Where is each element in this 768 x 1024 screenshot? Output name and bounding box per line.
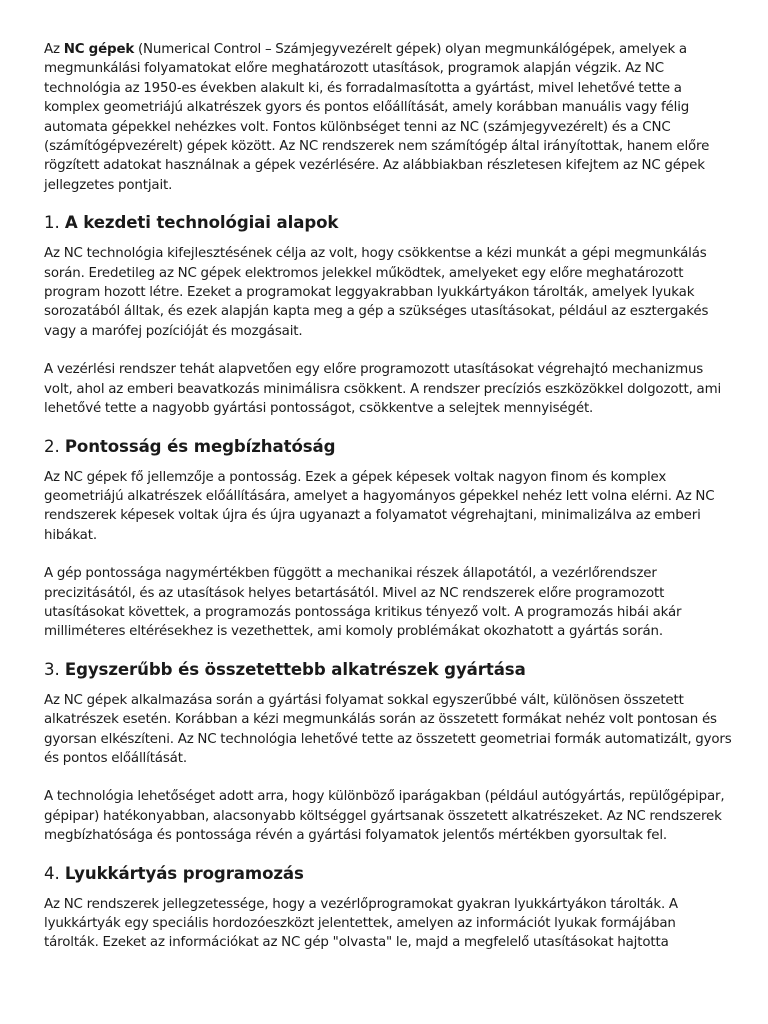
section-title: Lyukkártyás programozás <box>64 863 304 883</box>
section-3-paragraph-2: A technológia lehetőséget adott arra, hogy különböző iparágakban (például autógyártás, repülőgépipar, gépipar) hatékonyabban, alacsonyabb költséggel gyártsanak összetett alkatrészeket. Az NC rendszerek megbízhatósága és pontossága révén a gyártási folyamatok jelentős mértékben gyorsultak fel. <box>44 789 725 844</box>
intro-paragraph <box>44 40 734 195</box>
section-number: 1. <box>44 213 60 233</box>
section-number: 3. <box>44 659 60 679</box>
document-page <box>44 40 734 953</box>
section-2-paragraph-1: Az NC gépek fő jellemzője a pontosság. Ezek a gépek képesek voltak nagyon finom és komplex geometriájú alkatrészek előállítására, amelyet a hagyományos gépekkel nehéz lett volna elérni. Az NC rendszerek képesek voltak újra és újra ugyanazt a folyamatot végrehajtani, minimalizálva az emberi hibákat. <box>44 469 715 543</box>
intro-bold-term: NC gépek <box>63 42 135 57</box>
section-1-paragraph-1: Az NC technológia kifejlesztésének célja az volt, hogy csökkentse a kézi munkát a gépi megmunkálás során. Eredetileg az NC gépek elektromos jelekkel működtek, amelyeket egy előre meghatározott program hozott létre. Ezeket a programokat leggyakrabban lyukkártyákon tárolták, amelyek lyukak sorozatából álltak, és ezek alapján kapta meg a gép a szükséges utasításokat, például az esztergakés vagy a marófej pozícióját és mozgásait. <box>44 246 709 339</box>
section-3-paragraph-1: Az NC gépek alkalmazása során a gyártási folyamat sokkal egyszerűbbé vált, különösen összetett alkatrészek esetén. Korábban a kézi megmunkálás során az összetett formákat nehéz volt pontosan és gyorsan elkészíteni. Az NC technológia lehetővé tette az összetett geometriai formák automatizált, gyors és pontos előállítását. <box>44 692 732 766</box>
section-2-paragraph-2: A gép pontossága nagymértékben függött a mechanikai részek állapotától, a vezérlőrendszer precizitásától, és az utasítások helyes betartásától. Mivel az NC rendszerek előre programozott utasításokat követtek, a programozás pontossága kritikus tényező volt. A programozás hibái akár milliméteres eltérésekhez is vezethettek, ami komoly problémákat okozhatott a gyártás során. <box>44 566 682 640</box>
section-4-paragraph-1: Az NC rendszerek jellegzetessége, hogy a vezérlőprogramokat gyakran lyukkártyákon tárolták. A lyukkártyák egy speciális hordozóeszközt jelentettek, amelyen az információt lyukak formájában tárolták. Ezeket az információkat az NC gép "olvasta" le, majd a megfelelő utasításokat hajtotta <box>44 896 678 951</box>
section-title: Egyszerűbb és összetettebb alkatrészek gyártása <box>64 659 526 679</box>
section-heading-1 <box>44 212 734 234</box>
section-title: A kezdeti technológiai alapok <box>64 213 339 233</box>
section-heading-2 <box>44 436 734 458</box>
section-number: 2. <box>44 436 60 456</box>
section-1-paragraph-2: A vezérlési rendszer tehát alapvetően egy előre programozott utasításokat végrehajtó mechanizmus volt, ahol az emberi beavatkozás minimálisra csökkent. A rendszer precíziós eszközökkel dolgozott, ami lehetővé tette a nagyobb gyártási pontosságot, csökkentve a selejtek mennyiségét. <box>44 362 722 417</box>
section-heading-4 <box>44 863 734 885</box>
section-title: Pontosság és megbízhatóság <box>64 436 336 456</box>
intro-lead: Az <box>44 42 64 57</box>
intro-text: (Numerical Control – Számjegyvezérelt gépek) olyan megmunkálógépek, amelyek a megmunkálási folyamatokat előre meghatározott utasítások, programok alapján végzik. Az NC technológia az 1950-es években alakult ki, és forradalmasította a gyártást, mivel lehetővé tette a komplex geometriájú alkatrészek gyors és pontos előállítását, amely korábban manuális vagy félig automata gépekkel nehézkes volt. Fontos különbséget tenni az NC (számjegyvezérelt) és a CNC (számítógépvezérelt) gépek között. Az NC rendszerek nem számítógép által irányítottak, hanem előre rögzített adatokat használnak a gépek vezérlésére. Az alábbiakban részletesen kifejtem az NC gépek jellegzetes pontjait. <box>44 42 710 193</box>
section-heading-3 <box>44 659 734 681</box>
section-number: 4. <box>44 863 60 883</box>
